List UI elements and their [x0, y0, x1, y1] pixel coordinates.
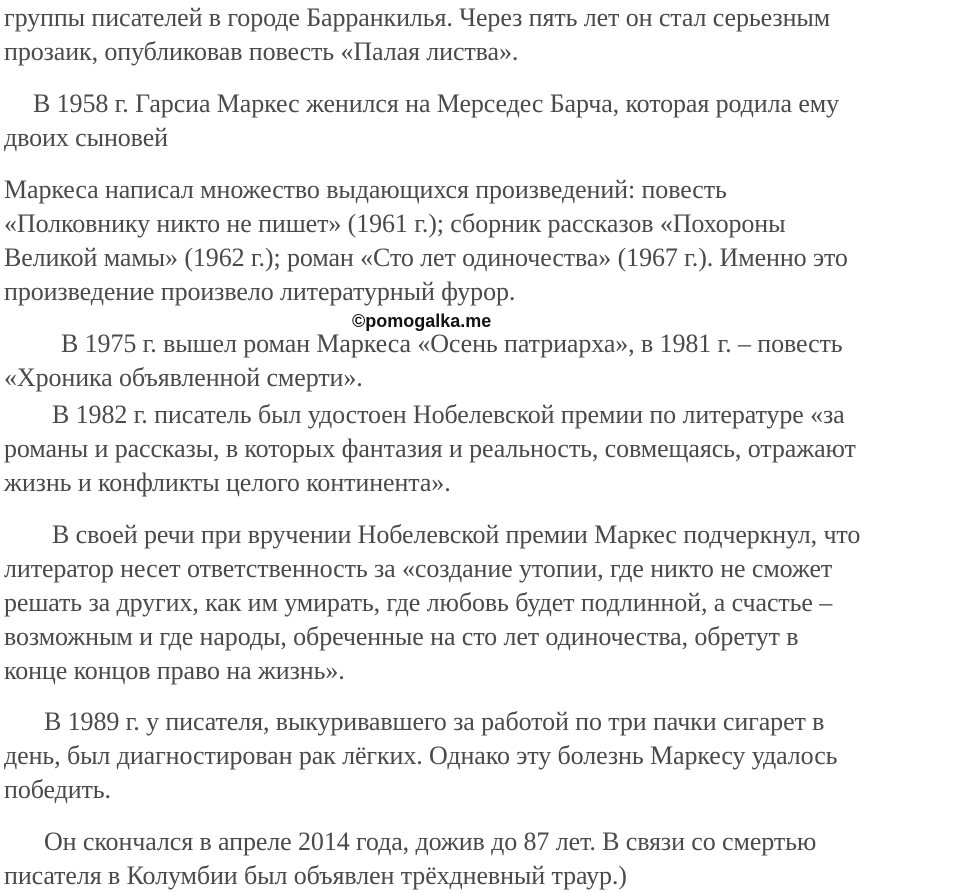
- text-line: Он скончался в апреле 2014 года, дожив до 87 лет. В связи со смертью: [44, 827, 817, 856]
- text-line: романы и рассказы, в которых фантазия и реальность, совмещаясь, отражают: [4, 434, 856, 463]
- text-line: В 1958 г. Гарсиа Маркес женился на Мерседес Барча, которая родила ему: [33, 89, 840, 118]
- text-line: группы писателей в городе Барранкилья. Через пять лет он стал серьезным: [4, 3, 831, 32]
- text-line: литератор несет ответственность за «создание утопии, где никто не сможет: [4, 554, 833, 583]
- text-line: В 1989 г. у писателя, выкуривавшего за работой по три пачки сигарет в: [44, 707, 825, 736]
- text-line: день, был диагностирован рак лёгких. Однако эту болезнь Маркесу удалось: [4, 741, 838, 770]
- text-line: решать за других, как им умирать, где любовь будет подлинной, а счастье –: [4, 588, 833, 617]
- text-line: произведение произвело литературный фурор.: [4, 277, 516, 306]
- text-line: Великой мамы» (1962 г.); роман «Сто лет одиночества» (1967 г.). Именно это: [4, 243, 848, 272]
- text-line: Маркеса написал множество выдающихся произведений: повесть: [4, 175, 727, 204]
- text-line: жизнь и конфликты целого континента».: [4, 468, 451, 497]
- text-line: двоих сыновей: [4, 123, 168, 152]
- text-line: победить.: [4, 775, 111, 804]
- text-line: конце концов право на жизнь».: [4, 656, 345, 685]
- text-line: В 1982 г. писатель был удостоен Нобелевской премии по литературе «за: [52, 400, 845, 429]
- text-line: писателя в Колумбии был объявлен трёхдневный траур.): [4, 861, 627, 890]
- text-line: прозаик, опубликовав повесть «Палая листва».: [4, 37, 519, 66]
- text-line: возможным и где народы, обреченные на сто лет одиночества, обретут в: [4, 622, 799, 651]
- text-line: В 1975 г. вышел роман Маркеса «Осень патриарха», в 1981 г. – повесть: [61, 329, 843, 358]
- watermark: ©pomogalka.me: [352, 311, 492, 331]
- text-line: «Полковнику никто не пишет» (1961 г.); сборник рассказов «Похороны: [4, 209, 786, 238]
- text-line: «Хроника объявленной смерти».: [4, 363, 363, 392]
- text-line: В своей речи при вручении Нобелевской премии Маркес подчеркнул, что: [52, 520, 861, 549]
